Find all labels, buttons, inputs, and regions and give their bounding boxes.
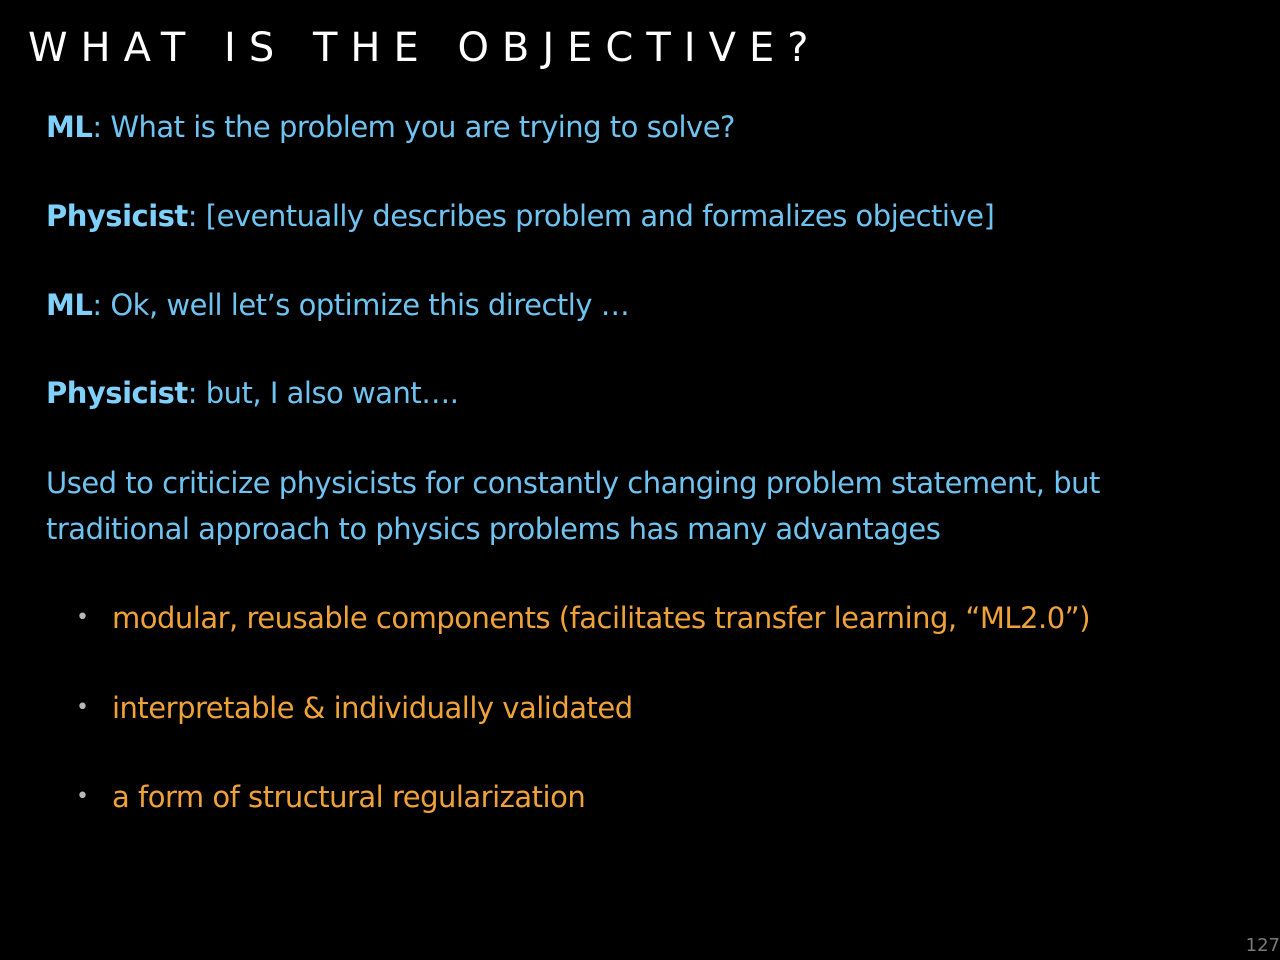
list-item — [76, 774, 585, 820]
list-item — [76, 595, 1090, 641]
bullet-text: modular, reusable components (facilitates transfer learning, “ML2.0”) — [112, 601, 1091, 635]
speaker-label: Physicist — [46, 376, 188, 410]
bullet-icon: • — [76, 695, 89, 720]
speaker-label: ML — [46, 288, 93, 322]
summary-paragraph: Used to criticize physicists for constantly changing problem statement, but traditional approach to physics problems has many advantages — [46, 466, 1100, 546]
list-item — [76, 685, 633, 731]
speaker-label: ML — [46, 110, 93, 144]
dialogue-text: : Ok, well let’s optimize this directly … — [92, 288, 630, 322]
dialogue-line — [46, 282, 629, 328]
dialogue-line — [46, 370, 458, 416]
bullet-text: a form of structural regularization — [112, 780, 586, 814]
dialogue-text: : What is the problem you are trying to solve? — [92, 110, 735, 144]
slide-title: WHAT IS THE OBJECTIVE? — [28, 25, 822, 71]
dialogue-text: : but, I also want…. — [187, 376, 459, 410]
bullet-icon: • — [76, 784, 89, 809]
bullet-text: interpretable & individually validated — [112, 691, 633, 725]
dialogue-line — [46, 104, 735, 150]
speaker-label: Physicist — [46, 199, 188, 233]
dialogue-text: : [eventually describes problem and formalizes objective] — [187, 199, 995, 233]
page-number: 127 — [1245, 935, 1280, 956]
bullet-icon: • — [76, 605, 89, 630]
dialogue-line — [46, 193, 994, 239]
